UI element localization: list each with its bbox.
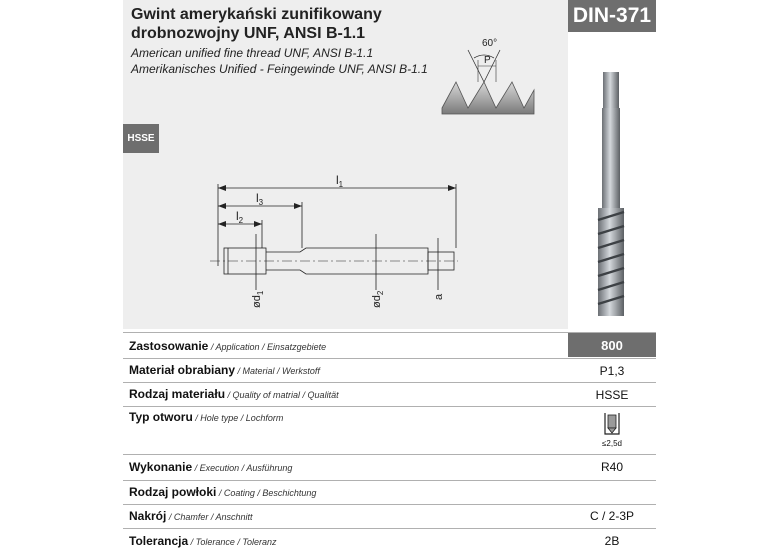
title-line-1: Gwint amerykański zunifikowany <box>131 6 382 23</box>
row-divider <box>123 382 656 383</box>
tap-square-end <box>603 72 619 108</box>
row-label: Materiał obrabiany <box>129 363 236 377</box>
row-divider <box>123 454 656 455</box>
row-label: Rodzaj materiału <box>129 387 226 401</box>
row-divider <box>123 528 656 529</box>
row-label: Typ otworu <box>129 410 193 424</box>
row-sublabel: / Tolerance / Toleranz <box>188 537 277 547</box>
l2-label: $l_2$ <box>236 209 244 225</box>
tap-dimension-drawing <box>206 168 464 308</box>
material-badge: HSSE <box>123 124 159 153</box>
row-label: Nakrój <box>129 509 167 523</box>
value-quality: HSSE <box>595 388 629 402</box>
thread-teeth <box>442 82 534 114</box>
arrow <box>218 185 226 191</box>
value-hole-depth: ≤2,5d <box>602 439 622 448</box>
row-sublabel: / Quality of matrial / Qualität <box>225 390 339 400</box>
tap-product-image <box>592 70 630 324</box>
standard-badge: DIN-371 <box>568 0 656 32</box>
arrow <box>294 203 302 209</box>
row-label: Wykonanie <box>129 460 193 474</box>
table-row-material <box>129 363 320 377</box>
arrow <box>254 221 262 227</box>
value-material: P1,3 <box>599 364 625 378</box>
value-tolerance: 2B <box>604 534 620 548</box>
d1-label: $ød_1$ <box>251 290 265 308</box>
subtitle-english: American unified fine thread UNF, ANSI B-1.1 <box>131 46 374 60</box>
pitch-label: P <box>484 55 491 66</box>
row-divider <box>123 504 656 505</box>
row-sublabel: / Coating / Beschichtung <box>216 488 317 498</box>
row-label: Tolerancja <box>129 534 189 548</box>
subtitle-german: Amerikanisches Unified - Feingewinde UNF, ANSI B-1.1 <box>131 62 428 76</box>
table-row-hole-type <box>129 410 283 424</box>
row-sublabel: / Application / Einsatzgebiete <box>208 342 327 352</box>
l3-label: $l_3$ <box>256 191 264 207</box>
row-divider <box>123 480 656 481</box>
title-line-2: drobnozwojny UNF, ANSI B-1.1 <box>131 25 366 42</box>
arrow <box>448 185 456 191</box>
table-row-coating <box>129 485 316 499</box>
a-label: a <box>433 293 445 300</box>
value-header: 800 <box>568 333 656 357</box>
tap-shank <box>602 108 620 208</box>
table-row-execution <box>129 460 292 474</box>
value-chamfer: C / 2-3P <box>589 509 634 523</box>
row-sublabel: / Chamfer / Anschnitt <box>166 512 253 522</box>
table-row-application <box>129 339 326 353</box>
value-execution: R40 <box>600 460 623 474</box>
table-row-tolerance <box>129 534 277 548</box>
d2-label: $ød_2$ <box>371 290 385 308</box>
angle-label: 60° <box>482 38 498 49</box>
thread-profile-diagram <box>438 30 538 116</box>
row-sublabel: / Hole type / Lochform <box>192 413 284 423</box>
row-divider <box>123 406 656 407</box>
row-label: Rodzaj powłoki <box>129 485 217 499</box>
table-row-chamfer <box>129 509 253 523</box>
l1-label: $l_1$ <box>336 173 344 189</box>
arrow <box>218 203 226 209</box>
table-row-quality <box>129 387 339 401</box>
blind-hole-icon <box>602 412 622 438</box>
row-sublabel: / Execution / Ausführung <box>192 463 293 473</box>
row-sublabel: / Material / Werkstoff <box>235 366 320 376</box>
row-divider <box>123 332 656 333</box>
row-label: Zastosowanie <box>129 339 209 353</box>
row-divider <box>123 358 656 359</box>
arrow <box>218 221 226 227</box>
